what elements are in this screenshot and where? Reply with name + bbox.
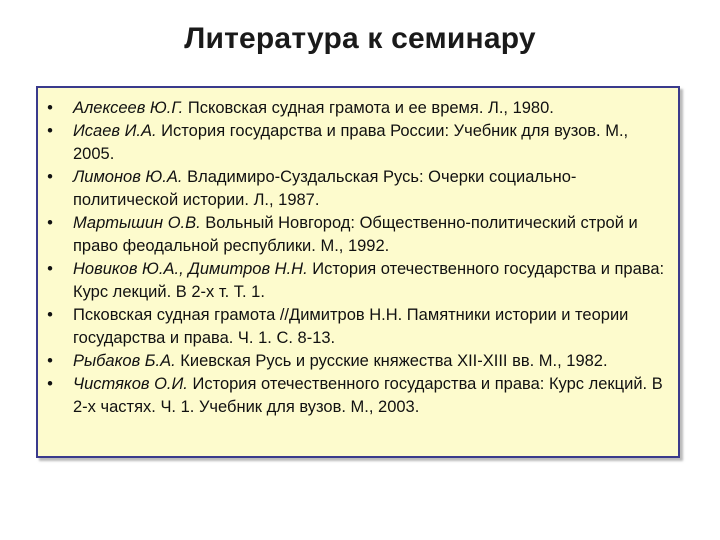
reference-author: Мартышин О.В.: [73, 214, 201, 232]
bullet-marker: •: [47, 260, 53, 278]
reference-text: Киевская Русь и русские княжества XII-XIII вв. М., 1982.: [175, 352, 608, 370]
reference-item: [44, 120, 666, 166]
bullet-marker: •: [47, 352, 53, 370]
reference-text: История отечественного государства и права: Курс лекций. В 2-х частях. Ч. 1. Учебник для вузов. М., 2003.: [73, 375, 663, 416]
reference-text: Псковская судная грамота //Димитров Н.Н. Памятники истории и теории государства и права. Ч. 1. С. 8-13.: [73, 306, 629, 347]
reference-text: История отечественного государства и права: Курс лекций. В 2-х т. Т. 1.: [73, 260, 665, 301]
reference-item: [44, 212, 666, 258]
bullet-marker: •: [47, 375, 53, 393]
reference-item: [44, 97, 666, 120]
reference-item: [44, 258, 666, 304]
bullet-marker: •: [47, 122, 53, 140]
reference-text: История государства и права России: Учебник для вузов. М., 2005.: [73, 122, 629, 163]
reference-item: [44, 304, 666, 350]
bullet-marker: •: [47, 99, 53, 117]
reference-item: [44, 166, 666, 212]
reference-author: Лимонов Ю.А.: [73, 168, 183, 186]
bullet-marker: •: [47, 214, 53, 232]
reference-text: Владимиро-Суздальская Русь: Очерки социально-политической истории. Л., 1987.: [73, 168, 577, 209]
bullet-marker: •: [47, 306, 53, 324]
reference-author: Рыбаков Б.А.: [73, 352, 176, 370]
reference-text: Вольный Новгород: Общественно-политический строй и право феодальной республики. М., 1992.: [73, 214, 638, 255]
reference-author: Алексеев Ю.Г.: [73, 99, 184, 117]
reference-item: [44, 373, 666, 419]
references-box: [36, 86, 680, 458]
bullet-marker: •: [47, 168, 53, 186]
reference-item: [44, 350, 666, 373]
reference-author: Чистяков О.И.: [73, 375, 188, 393]
references-list: [44, 97, 666, 419]
slide-title: Литература к семинару: [184, 22, 536, 55]
reference-text: Псковская судная грамота и ее время. Л., 1980.: [183, 99, 554, 117]
reference-author: Исаев И.А.: [73, 122, 157, 140]
reference-author: Новиков Ю.А., Димитров Н.Н.: [73, 260, 308, 278]
